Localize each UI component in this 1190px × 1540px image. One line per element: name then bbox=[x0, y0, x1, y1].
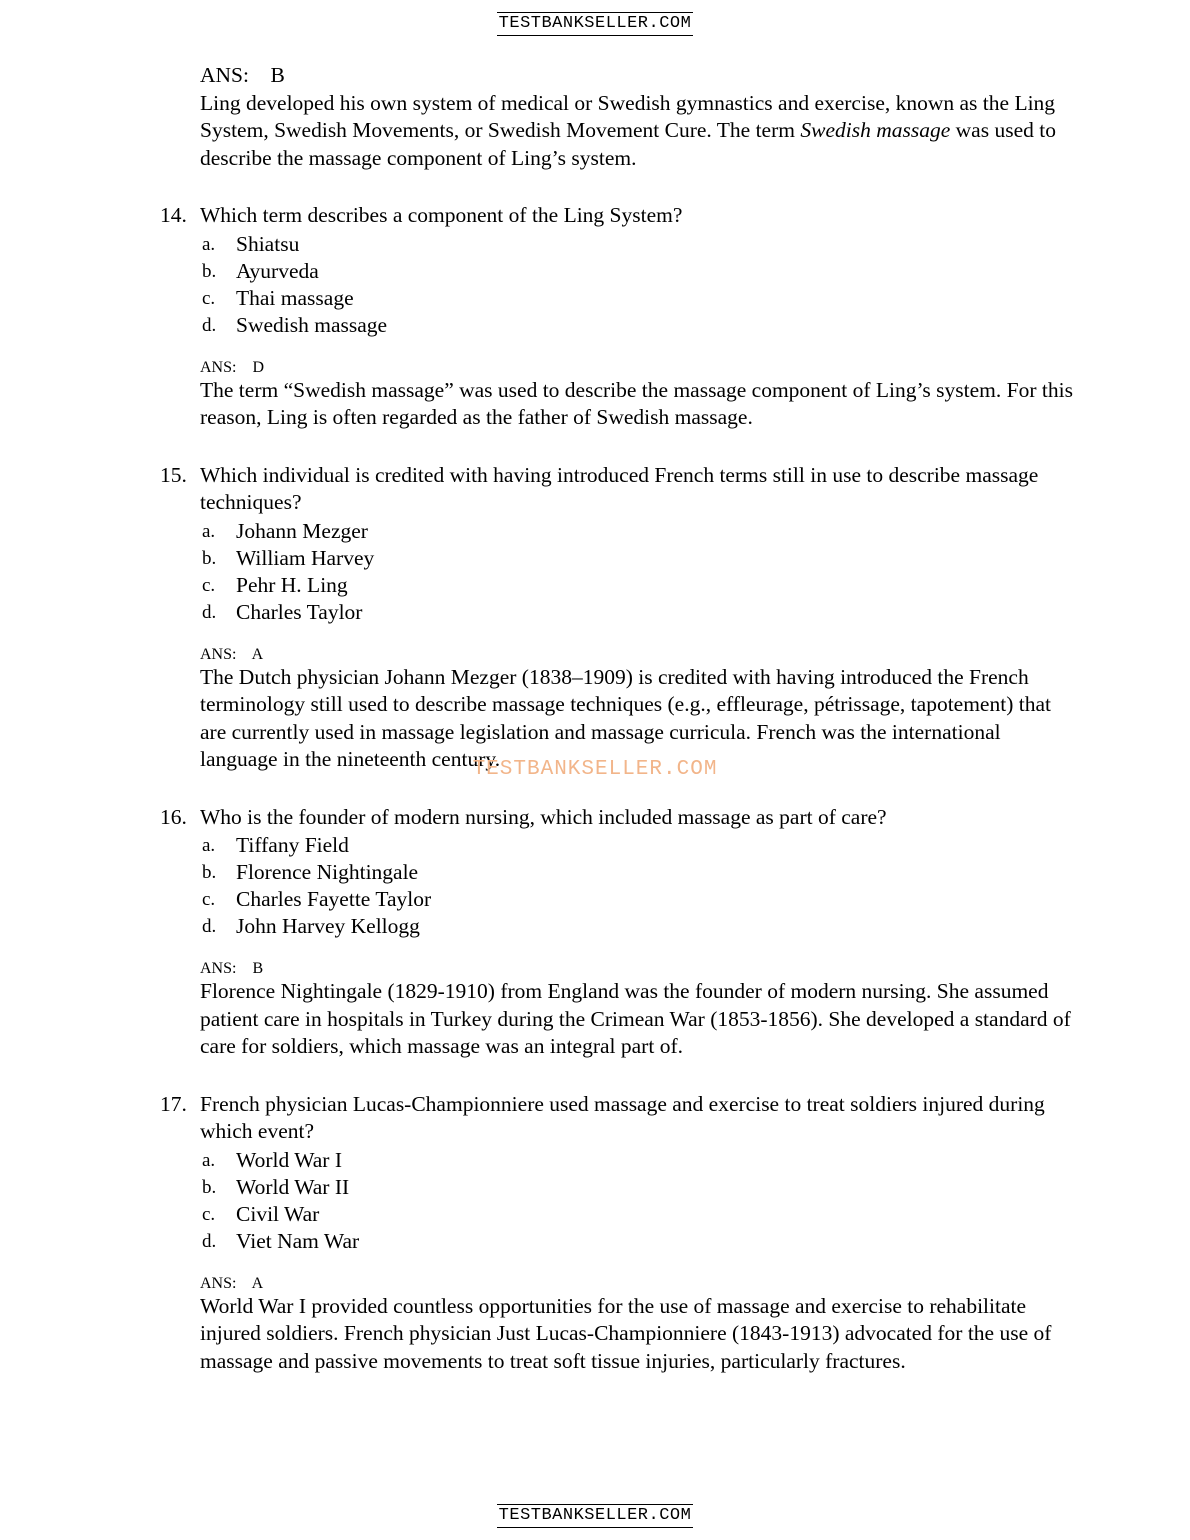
choice-letter: a. bbox=[202, 835, 216, 856]
choice-letter: b. bbox=[202, 1176, 217, 1198]
question-body bbox=[200, 1091, 1080, 1376]
answer-explanation: The term “Swedish massage” was used to describe the massage component of Ling’s system. For this reason, Ling is often regarded as the father of Swedish massage. bbox=[200, 377, 1073, 429]
choice-option[interactable] bbox=[202, 518, 1080, 545]
answer-label: ANS: bbox=[200, 358, 237, 376]
answer-value: D bbox=[252, 358, 265, 376]
question-number: 15. bbox=[160, 462, 187, 487]
answer-group bbox=[200, 960, 1080, 1061]
choice-option[interactable] bbox=[202, 1174, 1080, 1201]
page-footer-watermark bbox=[0, 1504, 1190, 1528]
answer-line bbox=[200, 960, 1080, 978]
choice-text: Pehr H. Ling bbox=[236, 572, 348, 597]
choice-option[interactable] bbox=[202, 599, 1080, 626]
question-body bbox=[200, 202, 1080, 432]
choice-letter: c. bbox=[202, 574, 216, 596]
intro-explanation bbox=[200, 90, 1080, 173]
intro-ans-line bbox=[200, 62, 1080, 90]
choice-letter: c. bbox=[202, 287, 216, 309]
choice-option[interactable] bbox=[202, 1228, 1080, 1255]
choice-letter: a. bbox=[202, 520, 216, 542]
choice-text: Thai massage bbox=[236, 285, 354, 310]
choice-letter: b. bbox=[202, 862, 217, 883]
question-text: French physician Lucas-Championniere used massage and exercise to treat soldiers injured during which event? bbox=[200, 1091, 1045, 1143]
choice-text: World War II bbox=[236, 1174, 350, 1199]
choice-option[interactable] bbox=[202, 258, 1080, 285]
choice-letter: c. bbox=[202, 889, 216, 910]
choice-option[interactable] bbox=[202, 545, 1080, 572]
question-number: 17. bbox=[160, 1091, 187, 1116]
choice-letter: a. bbox=[202, 1149, 216, 1171]
choice-option[interactable] bbox=[202, 1201, 1080, 1228]
intro-ans-label: ANS: bbox=[200, 63, 249, 87]
intro-answer-block bbox=[160, 62, 1080, 172]
answer-line bbox=[200, 1275, 1080, 1293]
body-watermark: TESTBANKSELLER.COM bbox=[472, 758, 718, 781]
choice-letter: d. bbox=[202, 1230, 217, 1252]
choice-text: Ayurveda bbox=[236, 258, 319, 283]
answer-value: B bbox=[252, 960, 264, 977]
choice-letter: a. bbox=[202, 233, 216, 255]
choice-option[interactable] bbox=[202, 572, 1080, 599]
answer-group bbox=[200, 646, 1080, 774]
choice-option[interactable] bbox=[202, 913, 1080, 940]
question-number: 16. bbox=[160, 804, 187, 829]
question-item bbox=[160, 804, 1080, 1061]
choice-text: Florence Nightingale bbox=[236, 860, 419, 884]
choice-text: World War I bbox=[236, 1147, 342, 1172]
choice-option[interactable] bbox=[202, 231, 1080, 258]
choice-text: Shiatsu bbox=[236, 231, 300, 256]
choice-option[interactable] bbox=[202, 832, 1080, 859]
choice-text: Swedish massage bbox=[236, 312, 388, 337]
choice-letter: d. bbox=[202, 916, 217, 937]
question-item bbox=[160, 202, 1080, 432]
choice-list bbox=[200, 832, 1080, 940]
choice-letter: d. bbox=[202, 314, 217, 336]
intro-explanation-part1: Ling developed his own system of medical or Swedish gymnastics and exercise, known as the Ling System, Swedish Movements, or Swedish Movement Cure. The term bbox=[200, 90, 1056, 142]
choice-list bbox=[200, 1147, 1080, 1255]
question-item bbox=[160, 462, 1080, 774]
document-content bbox=[160, 62, 1080, 1375]
choice-text: Tiffany Field bbox=[236, 833, 349, 857]
intro-ans-value: B bbox=[270, 63, 285, 87]
choice-letter: b. bbox=[202, 547, 217, 569]
answer-group bbox=[200, 359, 1080, 432]
answer-label: ANS: bbox=[200, 645, 237, 663]
answer-value: A bbox=[251, 645, 264, 663]
question-number: 14. bbox=[160, 203, 187, 227]
question-body bbox=[200, 462, 1080, 774]
question-item bbox=[160, 1091, 1080, 1376]
choice-text: Charles Taylor bbox=[236, 599, 363, 624]
answer-line bbox=[200, 359, 1080, 377]
choice-text: Charles Fayette Taylor bbox=[236, 887, 432, 911]
choice-option[interactable] bbox=[202, 312, 1080, 339]
intro-explanation-part2: was used to describe the massage component of Ling’s system. bbox=[200, 118, 1056, 170]
intro-explanation-italic: Swedish massage bbox=[800, 118, 951, 142]
question-body bbox=[200, 804, 1080, 1061]
choice-list bbox=[200, 518, 1080, 626]
footer-watermark-text: TESTBANKSELLER.COM bbox=[497, 1504, 694, 1528]
answer-line bbox=[200, 646, 1080, 664]
choice-text: Civil War bbox=[236, 1201, 320, 1226]
answer-explanation: Florence Nightingale (1829-1910) from England was the founder of modern nursing. She assumed patient care in hospitals in Turkey during the Crimean War (1853-1856). She developed a standard of care for soldiers, which massage was an integral part of. bbox=[200, 979, 1071, 1058]
choice-option[interactable] bbox=[202, 859, 1080, 886]
page-header-watermark bbox=[0, 12, 1190, 36]
choice-option[interactable] bbox=[202, 886, 1080, 913]
choice-option[interactable] bbox=[202, 285, 1080, 312]
question-text: Who is the founder of modern nursing, which included massage as part of care? bbox=[200, 804, 887, 829]
choice-text: Johann Mezger bbox=[236, 518, 368, 543]
question-text: Which individual is credited with having introduced French terms still in use to describe massage techniques? bbox=[200, 462, 1039, 514]
answer-explanation: The Dutch physician Johann Mezger (1838–1909) is credited with having introduced the French terminology still used to describe massage techniques (e.g., effleurage, pétrissage, tapotement) that are currently used in massage legislation and massage curricula. French was the international language in the nineteenth century. bbox=[200, 664, 1051, 771]
choice-text: Viet Nam War bbox=[236, 1228, 360, 1253]
choice-text: William Harvey bbox=[236, 545, 375, 570]
answer-label: ANS: bbox=[200, 960, 237, 977]
header-watermark-text: TESTBANKSELLER.COM bbox=[497, 12, 694, 36]
choice-text: John Harvey Kellogg bbox=[236, 914, 420, 938]
answer-label: ANS: bbox=[200, 1274, 237, 1292]
choice-list bbox=[200, 231, 1080, 339]
choice-letter: d. bbox=[202, 601, 217, 623]
choice-letter: b. bbox=[202, 260, 217, 282]
choice-letter: c. bbox=[202, 1203, 216, 1225]
answer-value: A bbox=[251, 1274, 264, 1292]
answer-group bbox=[200, 1275, 1080, 1376]
question-text: Which term describes a component of the Ling System? bbox=[200, 203, 683, 227]
choice-option[interactable] bbox=[202, 1147, 1080, 1174]
answer-explanation: World War I provided countless opportunities for the use of massage and exercise to rehabilitate injured soldiers. French physician Just Lucas-Championniere (1843-1913) advocated for the use of massage and passive movements to treat soft tissue injuries, particularly fractures. bbox=[200, 1293, 1052, 1373]
